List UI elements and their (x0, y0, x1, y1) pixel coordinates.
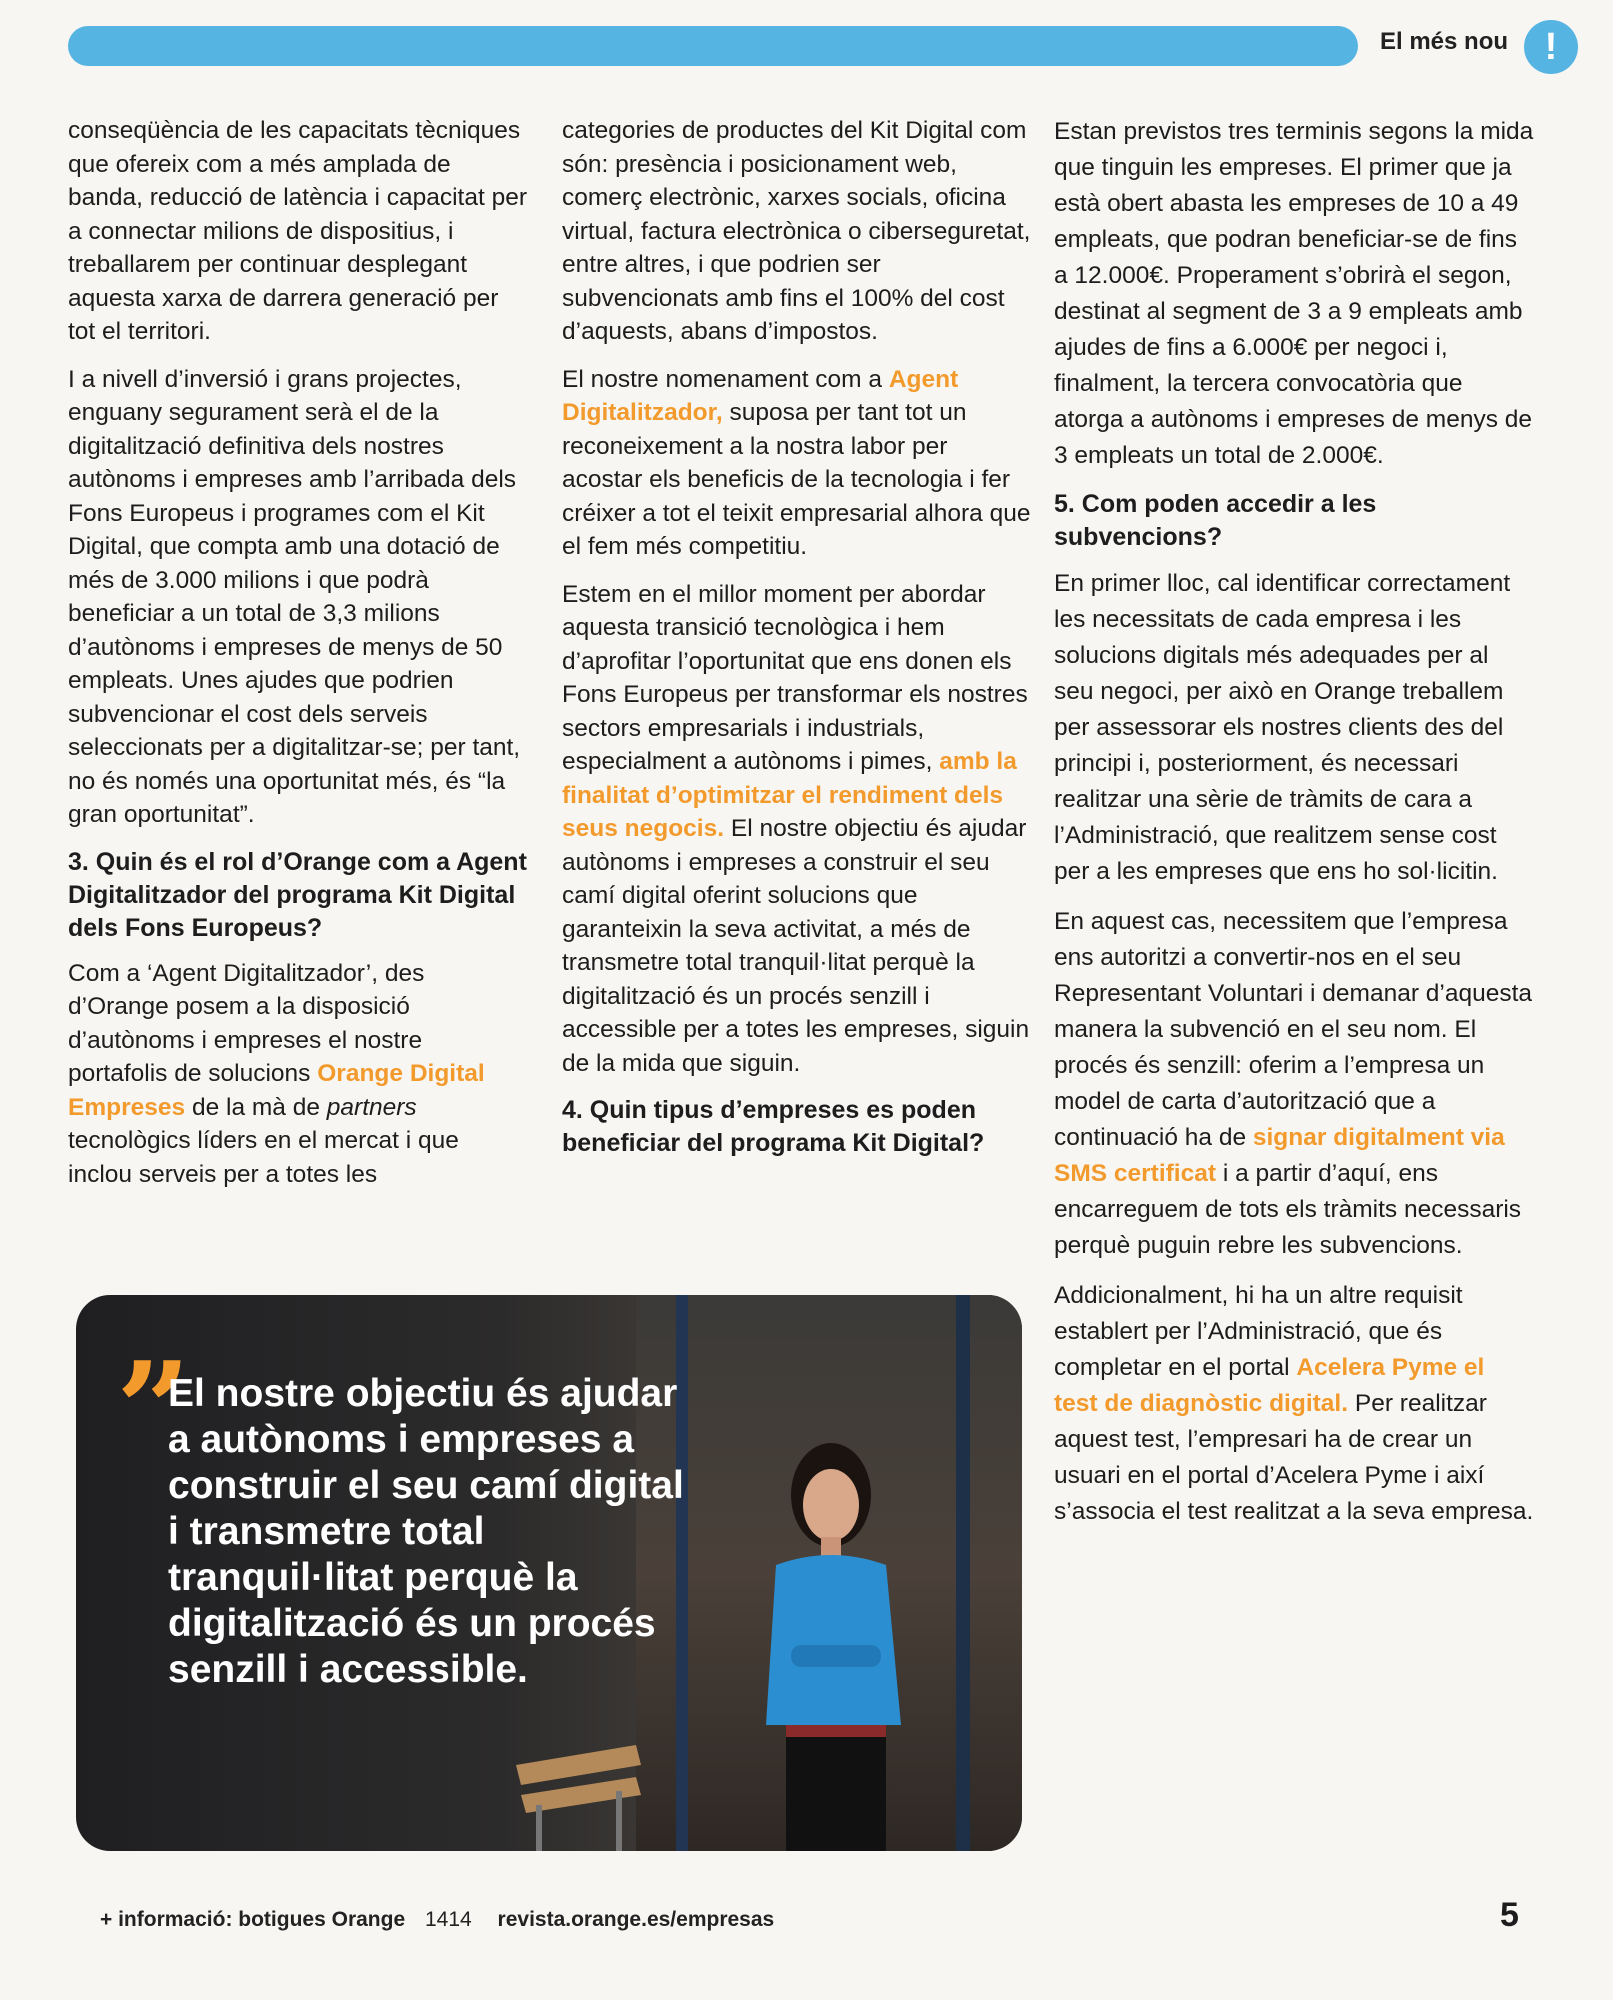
woman-photo-illustration (736, 1425, 936, 1851)
section-label: El més nou (1380, 28, 1509, 55)
paragraph: categories de productes del Kit Digital com són: presència i posicionament web, comerç electrònic, xarxes socials, oficina virtual, factura electrònica o ciberseguretat, entre altres, i que podrien ser subvencionats amb fins el 100% del cost d’aquests, abans d’impostos. (562, 117, 1031, 345)
trousers-shape (786, 1737, 886, 1851)
paragraph (1054, 904, 1534, 1264)
header-accent-bar (68, 26, 1358, 66)
belt-shape (786, 1725, 886, 1739)
paragraph (562, 578, 1032, 1081)
footer-url[interactable]: revista.orange.es/empresas (497, 1908, 775, 1931)
page-number: 5 (1500, 1896, 1519, 1934)
text-run: de la mà de (185, 1093, 327, 1121)
footer-phone: 1414 (424, 1908, 472, 1931)
paragraph: conseqüència de les capacitats tècniques que ofereix com a més amplada de banda, reducció de latència i capacitat per a connectar milions de dispositius, i treballarem per continuar desplegant aquesta xarxa de darrera generació per tot el territori. (68, 117, 527, 345)
text-run: El nostre nomenament com a (562, 365, 889, 393)
question-heading-4: 4. Quin tipus d’empreses es poden beneficiar del programa Kit Digital? (562, 1096, 985, 1157)
column-2 (562, 114, 1032, 1172)
question-heading-5: 5. Com poden accedir a les subvencions? (1054, 490, 1377, 551)
column-3 (1054, 114, 1534, 1544)
text-run: El nostre objectiu és ajudar autònoms i empreses a construir el seu camí digital oferint solucions que garanteixin la seva activitat, a més de transmetre total tranquil·litat perquè la digitalització és un procés senzill i accessible per a totes les empreses, siguin de la mida que siguin. (562, 815, 1030, 1077)
italic-text: partners (326, 1093, 417, 1121)
text-run: i a partir d’aquí, ens encarreguem de tots els tràmits necessaris perquè puguin rebre les subvencions. (1054, 1160, 1522, 1259)
shirt-shape (766, 1555, 901, 1725)
paragraph: I a nivell d’inversió i grans projectes, enguany segurament serà el de la digitalització definitiva dels nostres autònoms i empreses amb l’arribada dels Fons Europeus i programes com el Kit Digital, que compta amb una dotació de més de 3.000 milions i que podrà beneficiar a un total de 3,3 milions d’autònoms i empreses de menys de 50 empleats. Unes ajudes que podrien subvencionar el cost dels serveis seleccionats per a digitalitzar-se; per tant, no és només una oportunitat més, és “la gran oportunitat”. (68, 365, 521, 828)
text-run: Estem en el millor moment per abordar aquesta transició tecnològica i hem d’aprofitar l’oportunitat que ens donen els Fons Europeus per transformar els nostres sectors empresarials i industrials, especialment a autònoms i pimes, (562, 580, 1028, 775)
question-heading-3: 3. Quin és el rol d’Orange com a Agent Digitalitzador del programa Kit Digital dels Fons Europeus? (68, 847, 527, 942)
highlight-text: signar digitalment via SMS certificat (1054, 1124, 1505, 1187)
quote-mark-icon: ” (116, 1333, 191, 1486)
paragraph: En primer lloc, cal identificar correctament les necessitats de cada empresa i les solucions digitals més adequades per al seu negoci, per això en Orange treballem per assessorar els nostres clients des del principi i, posteriorment, és necessari realitzar una sèrie de tràmits de cara a l’Administració, que realitzem sense cost per a les empreses que ens ho sol·licitin. (1054, 570, 1511, 885)
footer-info-label: + informació: botigues Orange (100, 1908, 406, 1931)
highlight-text: Agent Digitalitzador, (562, 365, 959, 426)
chair-slat-shape (516, 1745, 641, 1785)
text-run: Per realitzar aquest test, l’empresari ha de crear un usuari en el portal d’Acelera Pyme i així s’associa el test realitzat a la seva empresa. (1054, 1390, 1534, 1525)
chair-leg-shape (616, 1791, 622, 1851)
text-run: suposa per tant tot un reconeixement a la nostra labor per acostar els beneficis de la tecnologia i fer créixer a tot el teixit empresarial alhora que el fem més competitiu. (562, 399, 1031, 560)
pull-quote-text: El nostre objectiu és ajudar a autònoms i empreses a construir el seu camí digital i transmetre total tranquil·litat perquè la digitalització és un procés senzill i accessible. (168, 1372, 684, 1691)
pull-quote-box (76, 1295, 1022, 1851)
crossed-arms-shape (791, 1645, 881, 1667)
highlight-text: Acelera Pyme el test de diagnòstic digital. (1054, 1354, 1485, 1417)
paragraph (562, 363, 1032, 564)
face-shape (803, 1469, 859, 1541)
text-run: Addicionalment, hi ha un altre requisit establert per l’Administració, que és completar en el portal (1054, 1282, 1463, 1381)
door-frame (956, 1295, 970, 1851)
paragraph (1054, 1278, 1534, 1530)
text-run: Com a ‘Agent Digitalitzador’, des d’Orange posem a la disposició d’autònoms i empreses el nostre portafolis de solucions (68, 959, 425, 1087)
text-run: En aquest cas, necessitem que l’empresa ens autoritzi a convertir-nos en el seu Representant Voluntari i demanar d’aquesta manera la subvenció en el seu nom. El procés és senzill: oferim a l’empresa un model de carta d’autorització que a continuació ha de (1054, 908, 1533, 1151)
column-1 (68, 114, 528, 1205)
chair-illustration (496, 1735, 656, 1851)
chair-leg-shape (536, 1805, 542, 1851)
neck-shape (821, 1537, 841, 1557)
paragraph: Estan previstos tres terminis segons la mida que tinguin les empreses. El primer que ja està obert abasta les empreses de 10 a 49 empleats, que podran beneficiar-se de fins a 12.000€. Properament s’obrirà el segon, destinat al segment de 3 a 9 empleats amb ajudes de fins a 6.000€ per negoci i, finalment, la tercera convocatòria que atorga a autònoms i empreses de menys de 3 empleats un total de 2.000€. (1054, 118, 1534, 469)
footer-info (100, 1908, 774, 1932)
highlight-text: amb la finalitat d’optimitzar el rendiment dels seus negocis. (562, 748, 1017, 842)
paragraph (68, 957, 528, 1192)
highlight-text: Orange Digital Empreses (68, 1060, 485, 1121)
text-run: tecnològics líders en el mercat i que inclou serveis per a totes les (68, 1127, 459, 1188)
exclamation-icon: ! (1524, 20, 1578, 74)
